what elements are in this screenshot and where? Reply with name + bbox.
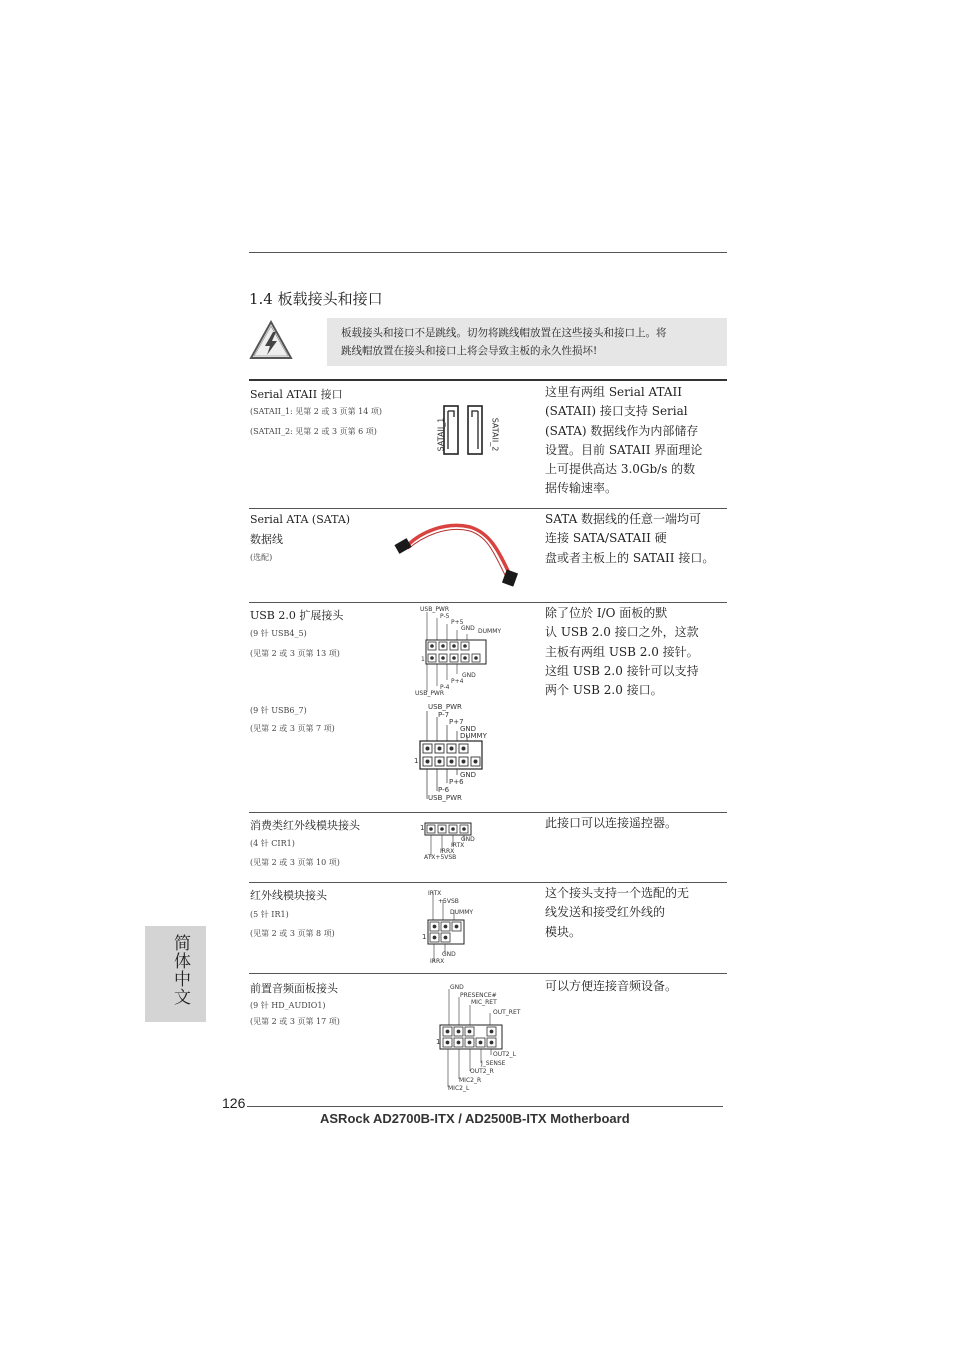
row-divider xyxy=(249,812,727,813)
audio-desc-line: 可以方便连接音频设备。 xyxy=(545,979,678,993)
row-divider xyxy=(249,973,727,974)
cir-sub1: (4 针 CIR1) xyxy=(250,839,295,848)
audio-pin-gnd: GND xyxy=(450,984,464,991)
audio-pin-presence: PRESENCE# xyxy=(460,992,497,999)
audio-pin-mic2-r: MIC2_R xyxy=(459,1077,482,1084)
row-divider xyxy=(249,602,727,603)
usb45-pin-dummy: DUMMY xyxy=(478,628,502,635)
usb45-pin-pp4: P+4 xyxy=(451,678,464,685)
sataii-desc-line: 上可提供高达 3.0Gb/s 的数 xyxy=(545,462,696,477)
cir-pin-atx: ATX+5VSB xyxy=(424,854,457,861)
usb67-pin-usb-pwr-top: USB_PWR xyxy=(428,703,462,711)
usb-desc-line: 两个 USB 2.0 接口。 xyxy=(545,683,663,698)
usb45-pin-pp5: P+5 xyxy=(451,619,464,626)
usb-sub1: (9 针 USB4_5) xyxy=(250,629,307,638)
cir-pin-irrx: IRRX xyxy=(440,848,455,855)
footer-text: ASRock AD2700B-ITX / AD2500B-ITX Motherboard xyxy=(320,1111,630,1126)
warning-text xyxy=(341,324,721,360)
usb67-pin-p6: P-6 xyxy=(438,786,450,794)
usb67-pin-one: 1 xyxy=(414,757,419,765)
row-divider xyxy=(249,882,727,883)
usb67-pin-p7: P-7 xyxy=(438,711,450,719)
top-rule xyxy=(249,252,727,253)
cir-pin-irtx: IRTX xyxy=(451,842,465,849)
ir-pin-irrx: IRRX xyxy=(430,958,445,965)
ir-pin-dummy: DUMMY xyxy=(450,909,474,916)
usb67-pin-gnd-top: GND xyxy=(460,725,477,733)
sata-cable-name2: 数据线 xyxy=(250,533,283,546)
cir-pin-gnd: GND xyxy=(461,836,475,843)
ir-desc-line: 这个接头支持一个选配的无 xyxy=(545,886,690,900)
usb45-pin-gnd-bot: GND xyxy=(462,672,476,679)
usb67-pin-gnd-bot: GND xyxy=(460,771,477,779)
sata-cable-desc-line: 盘或者主板上的 SATAII 接口。 xyxy=(545,550,715,565)
sataii-2-label: SATAII_2 xyxy=(490,417,500,452)
sata-cable-image xyxy=(390,515,530,595)
language-side-tab xyxy=(145,926,206,1022)
warning-icon xyxy=(249,320,293,360)
usb45-pin-usb-pwr-top: USB_PWR xyxy=(420,606,450,613)
cir-name: 消费类红外线模块接头 xyxy=(250,819,360,832)
sataii-description xyxy=(545,383,730,499)
usb-description xyxy=(545,604,730,700)
usb45-pin-gnd-top: GND xyxy=(461,625,475,632)
footer-rule xyxy=(247,1106,723,1107)
usb67-pin-pp6: P+6 xyxy=(449,778,464,786)
usb-desc-line: 认 USB 2.0 接口之外，这款 xyxy=(545,625,699,640)
usb67-pin-pp7: P+7 xyxy=(449,718,464,726)
ir-desc-line: 模块。 xyxy=(545,924,582,939)
audio-pin-out2-l: OUT2_L xyxy=(493,1051,516,1058)
row-divider xyxy=(249,508,727,509)
ir-pin-vsb: +5VSB xyxy=(438,898,459,905)
audio-sub2: (见第 2 或 3 页第 17 项) xyxy=(250,1017,340,1026)
cir-desc-line: 此接口可以连接遥控器。 xyxy=(545,816,678,830)
table-top-rule xyxy=(249,379,727,381)
audio-pin-one: 1 xyxy=(436,1038,441,1046)
ir-description xyxy=(545,884,730,942)
warning-line-2: 跳线帽放置在接头和接口上将会导致主板的永久性损坏! xyxy=(341,345,598,357)
usb67-pin-usb-pwr-bot: USB_PWR xyxy=(428,794,462,802)
audio-description xyxy=(545,977,730,996)
side-tab-label: 简体中文 xyxy=(170,934,190,1006)
sataii-desc-line: 这里有两组 Serial ATAII xyxy=(545,385,683,399)
audio-pin-out2-r: OUT2_R xyxy=(470,1068,494,1075)
sata-cable-desc-line: 连接 SATA/SATAII 硬 xyxy=(545,531,667,546)
usb-sub4: (见第 2 或 3 页第 7 项) xyxy=(250,724,335,733)
usb-name: USB 2.0 扩展接头 xyxy=(250,609,344,622)
audio-sub1: (9 针 HD_AUDIO1) xyxy=(250,1001,326,1010)
cir-pin-one: 1 xyxy=(420,824,425,832)
sataii-sub1: (SATAII_1: 见第 2 或 3 页第 14 项) xyxy=(250,407,383,416)
usb-desc-line: 这组 USB 2.0 接针可以支持 xyxy=(545,663,699,678)
usb45-pin-usb-pwr-bot: USB_PWR xyxy=(415,690,445,697)
sata-cable-sub: (选配) xyxy=(250,553,273,562)
usb45-pin-one: 1 xyxy=(421,656,425,663)
ir-pin-gnd: GND xyxy=(442,951,456,958)
ir-sub1: (5 针 IR1) xyxy=(250,910,289,919)
ir-name: 红外线模块接头 xyxy=(250,889,327,902)
warning-line-1: 板载接头和接口不是跳线。切勿将跳线帽放置在这些接头和接口上。将 xyxy=(341,327,667,339)
cir-sub2: (见第 2 或 3 页第 10 项) xyxy=(250,858,340,867)
ir-desc-line: 线发送和接受红外线的 xyxy=(545,905,666,920)
sataii-desc-line: (SATA) 数据线作为内部储存 xyxy=(545,423,699,438)
audio-name: 前置音频面板接头 xyxy=(250,982,338,995)
sataii-1-label: SATAII_1 xyxy=(436,417,446,452)
ir-pin-irtx: IRTX xyxy=(428,890,442,897)
warning-box xyxy=(249,318,727,366)
ir-sub2: (见第 2 或 3 页第 8 项) xyxy=(250,929,335,938)
sataii-name: Serial ATAII 接口 xyxy=(250,388,343,401)
usb45-pin-p4: P-4 xyxy=(440,684,450,691)
audio-pin-mic2-l: MIC2_L xyxy=(448,1085,470,1092)
sata-cable-name1: Serial ATA (SATA) xyxy=(250,513,351,526)
page-number: 126 xyxy=(222,1095,246,1111)
sataii-desc-line: (SATAII) 接口支持 Serial xyxy=(545,404,688,419)
sata-cable-description xyxy=(545,510,730,568)
ir-pin-one: 1 xyxy=(422,933,427,941)
usb-desc-line: 主板有两组 USB 2.0 接针。 xyxy=(545,644,699,659)
audio-pin-mic-ret: MIC_RET xyxy=(471,999,497,1006)
usb-sub2: (见第 2 或 3 页第 13 项) xyxy=(250,649,340,658)
sataii-sub2: (SATAII_2: 见第 2 或 3 页第 6 项) xyxy=(250,427,377,436)
sata-cable-desc-line: SATA 数据线的任意一端均可 xyxy=(545,512,702,526)
usb-desc-line: 除了位於 I/O 面板的默 xyxy=(545,606,668,620)
usb-sub3: (9 针 USB6_7) xyxy=(250,706,307,715)
sataii-desc-line: 据传输速率。 xyxy=(545,481,618,496)
audio-pin-out-ret: OUT_RET xyxy=(493,1009,521,1016)
cir-description xyxy=(545,814,730,833)
sataii-desc-line: 设置。目前 SATAII 界面理论 xyxy=(545,442,703,457)
usb67-pin-dummy: DUMMY xyxy=(460,732,487,740)
section-title: 1.4 板载接头和接口 xyxy=(249,290,383,308)
usb45-pin-p5: P-5 xyxy=(440,613,450,620)
audio-pin-j-sense: J_SENSE xyxy=(481,1060,506,1067)
